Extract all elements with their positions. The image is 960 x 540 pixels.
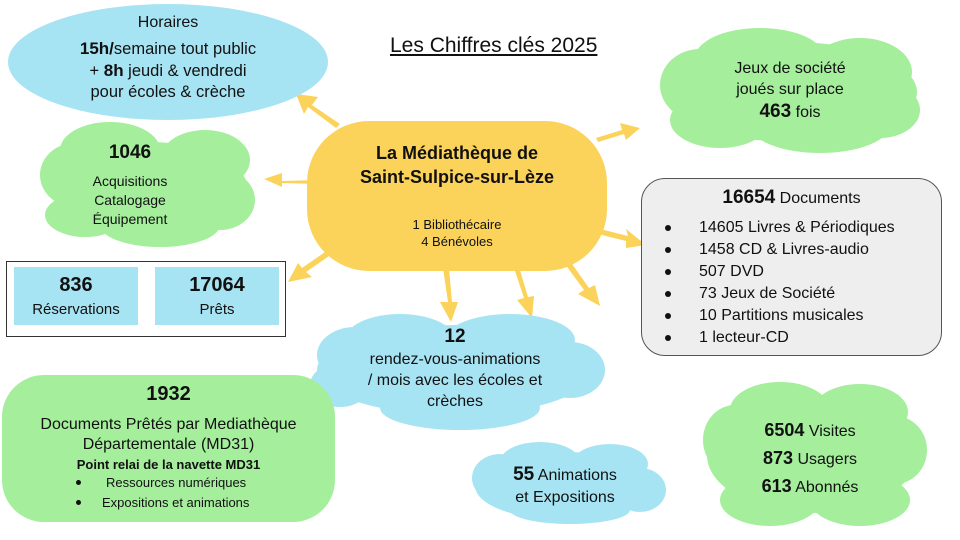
arrow-to-horaires — [296, 94, 340, 128]
arrow-to-reservations — [288, 250, 332, 282]
list-item: Ressources numériques — [2, 473, 335, 493]
arrow-to-rdv-1 — [440, 268, 458, 322]
visites-row: 6504 Visites — [764, 420, 856, 440]
bullet-icon — [76, 480, 81, 485]
acquisitions-count: 1046 — [108, 142, 152, 163]
md31-count: 1932 — [146, 383, 191, 405]
animations-block — [480, 464, 650, 509]
acquisitions-block — [50, 143, 210, 229]
reservations-box — [14, 267, 138, 325]
list-item: 507 DVD — [642, 261, 941, 283]
documents-heading: 16654 Documents — [722, 187, 861, 208]
acquisitions-line3: Équipement — [92, 211, 168, 227]
list-item: 10 Partitions musicales — [642, 305, 941, 327]
md31-line1: Documents Prêtés par Mediathèque — [40, 416, 297, 433]
mediatheque-hub — [307, 121, 607, 271]
rdv-line1: rendez-vous-animations — [369, 351, 541, 368]
list-item: 1 lecteur-CD — [642, 327, 941, 349]
md31-box — [2, 375, 335, 522]
documents-list — [642, 217, 941, 349]
hub-staff: 1 Bibliothécaire 4 Bénévoles — [412, 217, 502, 249]
md31-list — [2, 473, 335, 513]
bullet-icon — [76, 500, 81, 505]
reservations-label: Réservations — [32, 301, 120, 318]
acquisitions-line1: Acquisitions — [92, 173, 168, 189]
bullet-icon — [665, 291, 671, 297]
jeux-line2: joués sur place — [736, 81, 844, 98]
arrow-to-rdv-3 — [565, 261, 600, 306]
list-item: 1458 CD & Livres-audio — [642, 239, 941, 261]
horaires-block — [38, 12, 298, 103]
prets-box — [155, 267, 279, 325]
reservations-count: 836 — [59, 274, 93, 296]
horaires-line1: 15h/semaine tout public — [79, 39, 257, 58]
jeux-count-line: 463 fois — [759, 101, 821, 122]
horaires-heading: Horaires — [137, 14, 199, 31]
rdv-block — [340, 326, 570, 412]
animations-line1: 55 Animations — [513, 464, 617, 485]
prets-count: 17064 — [189, 274, 245, 296]
md31-line3: Point relai de la navette MD31 — [76, 457, 261, 472]
rdv-line2: / mois avec les écoles et — [367, 372, 543, 389]
list-item: 73 Jeux de Société — [642, 283, 941, 305]
abonnes-row: 613 Abonnés — [761, 476, 859, 496]
animations-line2: et Expositions — [515, 489, 615, 506]
bullet-icon — [665, 225, 671, 231]
md31-line2: Départementale (MD31) — [82, 436, 255, 453]
horaires-line3: pour écoles & crèche — [90, 83, 246, 101]
prets-label: Prêts — [199, 301, 235, 318]
arrow-to-rdv-2 — [514, 267, 534, 318]
bullet-icon — [665, 269, 671, 275]
list-item: Expositions et animations — [2, 493, 335, 513]
jeux-block — [690, 58, 890, 123]
rdv-count: 12 — [444, 326, 466, 347]
bullet-icon — [665, 313, 671, 319]
bullet-icon — [665, 247, 671, 253]
acquisitions-line2: Catalogage — [94, 192, 166, 208]
usagers-row: 873 Usagers — [762, 448, 858, 468]
page-title-text: Les Chiffres clés 2025 — [390, 34, 598, 57]
arrow-to-jeux — [596, 123, 640, 142]
hub-name: La Médiathèque de Saint-Sulpice-sur-Lèze — [359, 143, 555, 187]
bullet-icon — [665, 335, 671, 341]
visites-block — [730, 417, 890, 501]
rdv-line3: crèches — [426, 393, 484, 410]
documents-box — [641, 178, 942, 356]
jeux-line1: Jeux de société — [734, 60, 846, 77]
horaires-line2: + 8h jeudi & vendredi — [89, 61, 247, 80]
list-item: 14605 Livres & Périodiques — [642, 217, 941, 239]
